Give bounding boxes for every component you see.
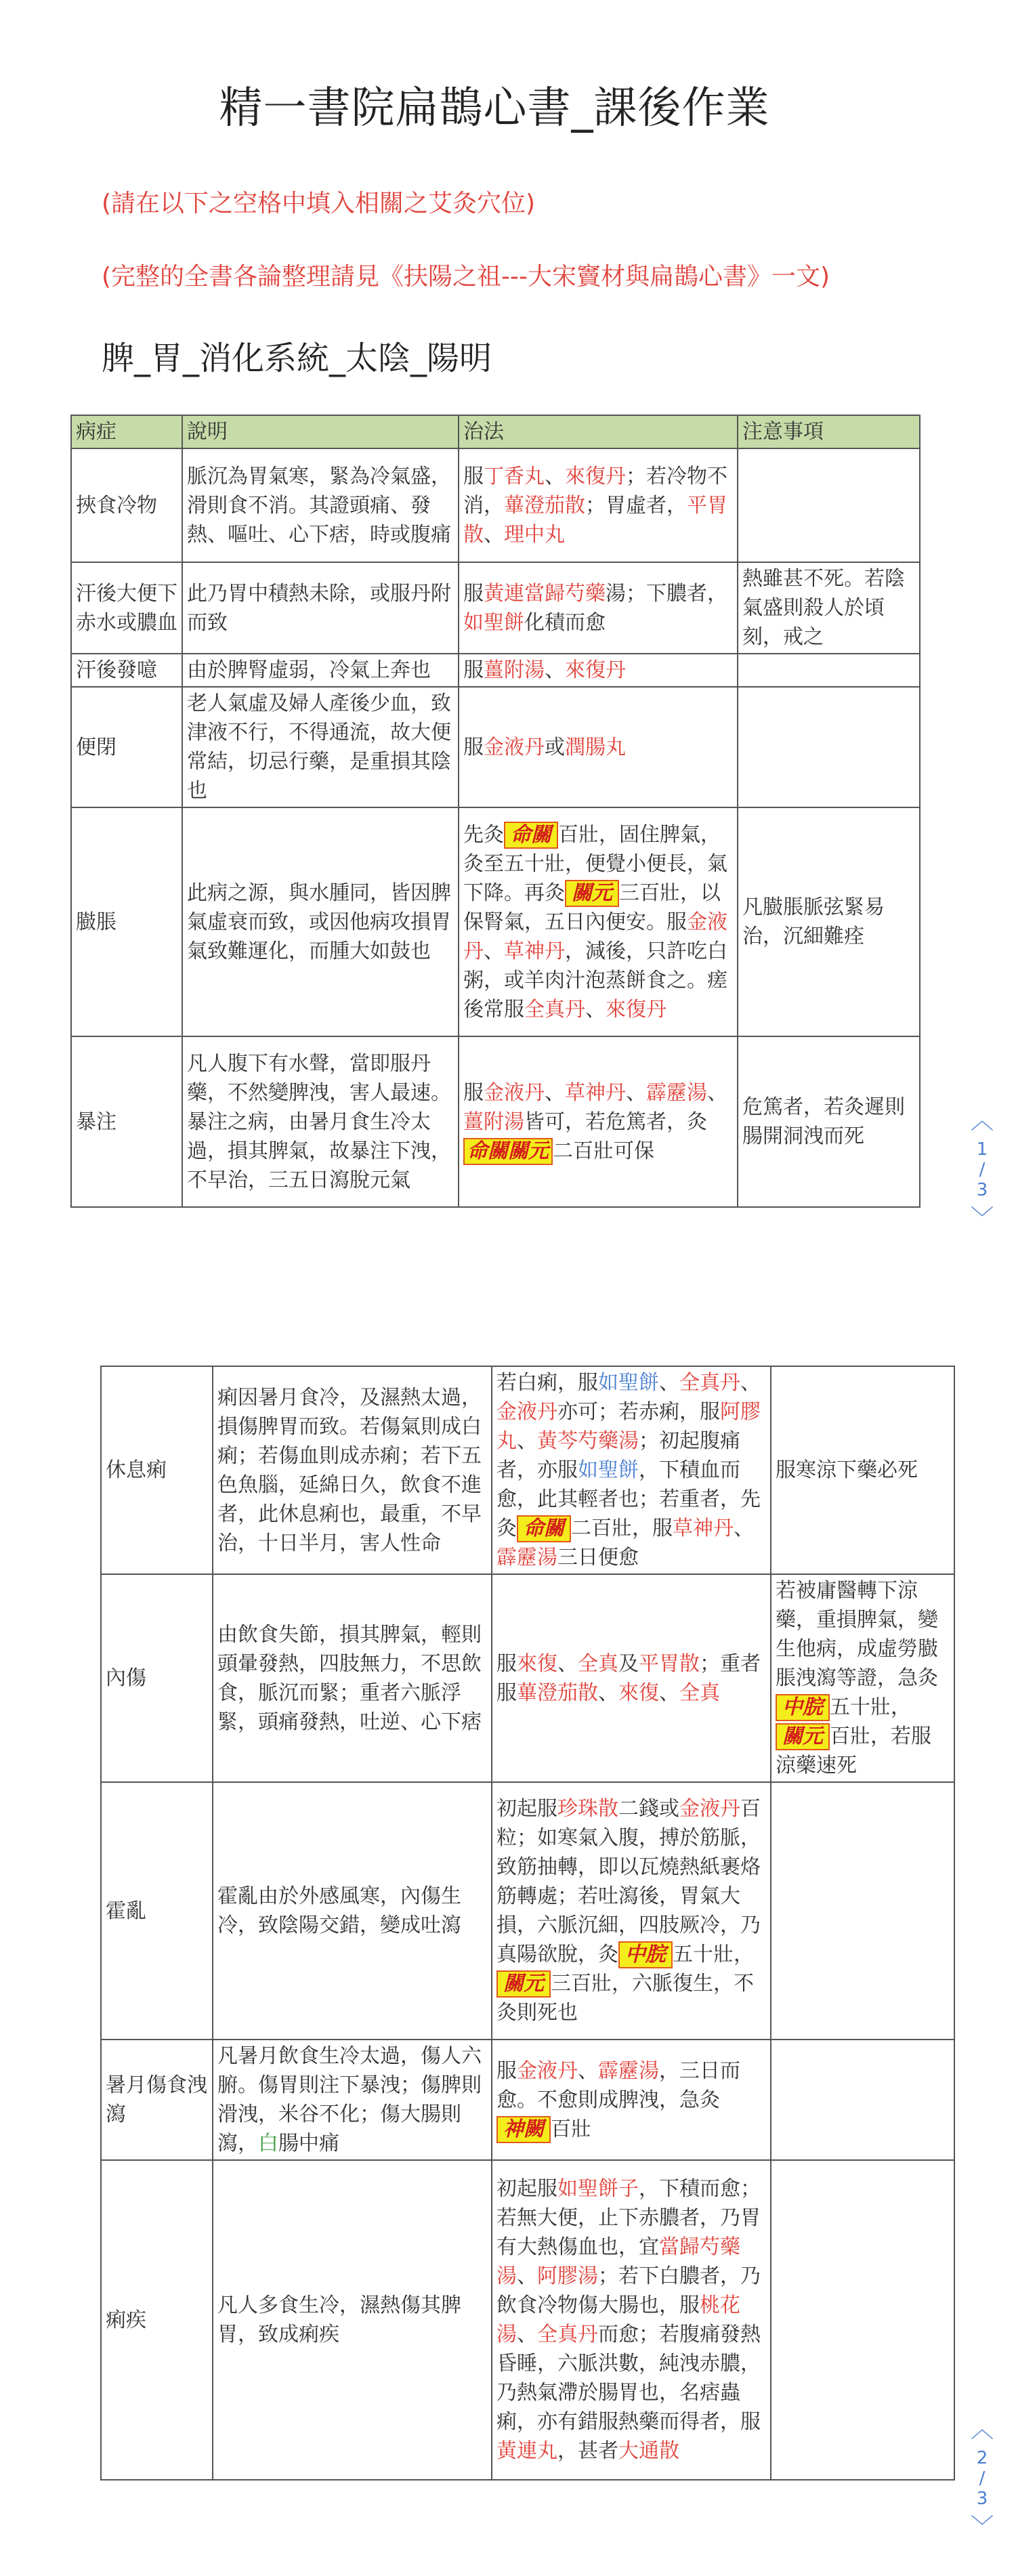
header-description: 說明: [182, 415, 459, 448]
table-row: [71, 687, 920, 807]
notes-cell: [738, 687, 920, 807]
header-symptom: 病症: [71, 415, 182, 448]
table-row: [71, 1036, 920, 1207]
description-cell: 脈沉為胃氣寒，緊為冷氣盛，滑則食不消。其證頭痛、發熱、嘔吐、心下痞，時或腹痛: [182, 448, 459, 562]
notes-cell: 服寒涼下藥必死: [771, 1366, 954, 1574]
table-header-row: [71, 415, 920, 448]
symptom-table-page2: [100, 1366, 955, 2480]
table-row: [101, 1574, 954, 1782]
description-cell: 凡人多食生冷，濕熱傷其脾胃，致成痢疾: [213, 2160, 492, 2480]
symptom-cell: 臌脹: [71, 807, 182, 1036]
table-row: [101, 1782, 954, 2040]
notes-cell: [771, 2040, 954, 2160]
page-pager-1: [962, 1107, 1002, 1232]
symptom-cell: 內傷: [101, 1574, 213, 1782]
table-row: [101, 2160, 954, 2480]
description-cell: 此乃胃中積熱未除，或服丹附而致: [182, 562, 459, 654]
page-current: 2: [976, 2448, 988, 2468]
description-cell: 凡暑月飲食生冷太過，傷人六腑。傷胃則注下暴洩；傷脾則滑洩，米谷不化；傷大腸則瀉，白腸中痛: [213, 2040, 492, 2160]
acupoint-answer: 神闕: [496, 2116, 551, 2143]
acupoint-answer: 關元: [496, 1970, 551, 1998]
treatment-cell: 先灸 命關 百壯，固住脾氣，灸至五十壯，便覺小便長，氣下降。再灸 關元 三百壯，以保腎氣，五日內便安。服金液丹、草神丹，減後，只許吃白粥，或羊肉汁泡蒸餅食之。瘥後常服全真丹、來復丹: [459, 807, 738, 1036]
description-cell: 由飲食失節，損其脾氣，輕則頭暈發熱，四肢無力，不思飲食，脈沉而緊；重者六脈浮緊，頭痛發熱，吐逆、心下痞: [213, 1574, 492, 1782]
symptom-cell: 暴注: [71, 1036, 182, 1207]
page-separator: /: [979, 2468, 986, 2489]
notes-cell: 危篤者，若灸遲則腸開洞洩而死: [738, 1036, 920, 1207]
chevron-down-icon[interactable]: ﹀: [971, 2514, 994, 2541]
treatment-cell: 服黃連當歸芍藥湯；下膿者，如聖餅化積而愈: [459, 562, 738, 654]
acupoint-answer: 命關: [517, 1515, 571, 1542]
acupoint-answer: 中脘: [776, 1694, 830, 1721]
page-total: 3: [976, 1180, 988, 1200]
symptom-cell: 痢疾: [101, 2160, 213, 2480]
chevron-up-icon[interactable]: ︿: [971, 2416, 994, 2443]
page-current: 1: [976, 1139, 988, 1160]
table-row: [101, 2040, 954, 2160]
instruction-note: (請在以下之空格中填入相關之艾灸穴位): [102, 190, 536, 217]
acupoint-answer: 中脘: [618, 1941, 673, 1968]
symptom-cell: 便閉: [71, 687, 182, 807]
notes-cell: 熱雖甚不死。若陰氣盛則殺人於頃刻，戒之: [738, 562, 920, 654]
symptom-table-page1: [70, 415, 920, 1208]
symptom-cell: 暑月傷食洩瀉: [101, 2040, 213, 2160]
treatment-cell: 服來復、全真及平胃散；重者服蓽澄茄散、來復、全真: [492, 1574, 771, 1782]
notes-cell: [771, 1782, 954, 2040]
description-cell: 凡人腹下有水聲，當即服丹藥，不然變脾洩，害人最速。暴注之病，由暑月食生冷太過，損其脾氣，故暴注下洩，不早治，三五日瀉脫元氣: [182, 1036, 459, 1207]
page-separator: /: [979, 1160, 986, 1180]
header-treatment: 治法: [459, 415, 738, 448]
page-total: 3: [976, 2489, 988, 2509]
notes-cell: [738, 448, 920, 562]
acupoint-answer: 關元: [776, 1723, 830, 1750]
symptom-cell: 挾食冷物: [71, 448, 182, 562]
symptom-cell: 汗後大便下赤水或膿血: [71, 562, 182, 654]
table-row: [71, 654, 920, 687]
page-pager-2: [962, 2416, 1002, 2541]
notes-cell: [771, 2160, 954, 2480]
treatment-cell: 初起服如聖餅子，下積而愈；若無大便，止下赤膿者，乃胃有大熱傷血也，宜當歸芍藥湯、阿膠湯；若下白膿者，乃飲食冷物傷大腸也，服桃花湯、全真丹而愈；若腹痛發熱昏睡，六脈洪數，純洩赤膿，乃熱氣滯於腸胃也，名痞蟲痢，亦有錯服熱藥而得者，服黃連丸，甚者大通散: [492, 2160, 771, 2480]
document-title: 精一書院扁鵲心書_課後作業: [219, 83, 770, 133]
treatment-cell: 服金液丹或潤腸丸: [459, 687, 738, 807]
symptom-cell: 休息痢: [101, 1366, 213, 1574]
reference-note: (完整的全書各論整理請見《扶陽之祖---大宋竇材與扁鵲心書》一文): [102, 263, 830, 291]
acupoint-answer: 命關關元: [463, 1138, 553, 1165]
description-cell: 痢因暑月食冷，及濕熱太過，損傷脾胃而致。若傷氣則成白痢；若傷血則成赤痢；若下五色魚腦，延綿日久，飲食不進者，此休息痢也，最重，不早治，十日半月，害人性命: [213, 1366, 492, 1574]
treatment-cell: 初起服珍珠散二錢或金液丹百粒；如寒氣入腹，搏於筋脈，致筋抽轉，即以瓦燒熱紙裹烙筋轉處；若吐瀉後，胃氣大損，六脈沉細，四肢厥冷，乃真陽欲脫，灸 中脘 五十壯，關元 三百壯，六脈復生，不灸則死也: [492, 1782, 771, 2040]
table-row: [71, 807, 920, 1036]
chevron-down-icon[interactable]: ﹀: [971, 1205, 994, 1232]
table-row: [71, 562, 920, 654]
description-cell: 此病之源，與水腫同，皆因脾氣虛衰而致，或因他病攻損胃氣致難運化，而腫大如鼓也: [182, 807, 459, 1036]
description-cell: 老人氣虛及婦人產後少血，致津液不行，不得通流，故大便常結，切忌行藥，是重損其陰也: [182, 687, 459, 807]
treatment-cell: 服丁香丸、來復丹；若冷物不消，蓽澄茄散；胃虛者，平胃散、理中丸: [459, 448, 738, 562]
description-cell: 由於脾腎虛弱，冷氣上奔也: [182, 654, 459, 687]
chevron-up-icon[interactable]: ︿: [971, 1107, 994, 1135]
table-row: [101, 1366, 954, 1574]
header-notes: 注意事項: [738, 415, 920, 448]
section-title: 脾_胃_消化系統_太陰_陽明: [102, 339, 492, 377]
treatment-cell: 服金液丹、草神丹、霹靂湯、薑附湯皆可，若危篤者，灸命關關元 二百壯可保: [459, 1036, 738, 1207]
description-cell: 霍亂由於外感風寒，內傷生冷，致陰陽交錯，變成吐瀉: [213, 1782, 492, 2040]
acupoint-answer: 命關: [504, 822, 558, 849]
treatment-cell: 服金液丹、霹靂湯，三日而愈。不愈則成脾洩，急灸神闕 百壯: [492, 2040, 771, 2160]
notes-cell: [738, 654, 920, 687]
symptom-cell: 霍亂: [101, 1782, 213, 2040]
treatment-cell: 若白痢，服如聖餅、全真丹、金液丹亦可；若赤痢，服阿膠丸、黃芩芍藥湯；初起腹痛者，亦服如聖餅，下積血而愈，此其輕者也；若重者，先灸 命關 二百壯，服草神丹、霹靂湯三日便愈: [492, 1366, 771, 1574]
notes-cell: 凡臌脹脈弦緊易治，沉細難痊: [738, 807, 920, 1036]
symptom-cell: 汗後發噫: [71, 654, 182, 687]
acupoint-answer: 關元: [565, 880, 619, 907]
table-row: [71, 448, 920, 562]
notes-cell: 若被庸醫轉下涼藥，重損脾氣，變生他病，成虛勞臌脹洩瀉等證，急灸中脘 五十壯，關元 百壯，若服涼藥速死: [771, 1574, 954, 1782]
treatment-cell: 服薑附湯、來復丹: [459, 654, 738, 687]
